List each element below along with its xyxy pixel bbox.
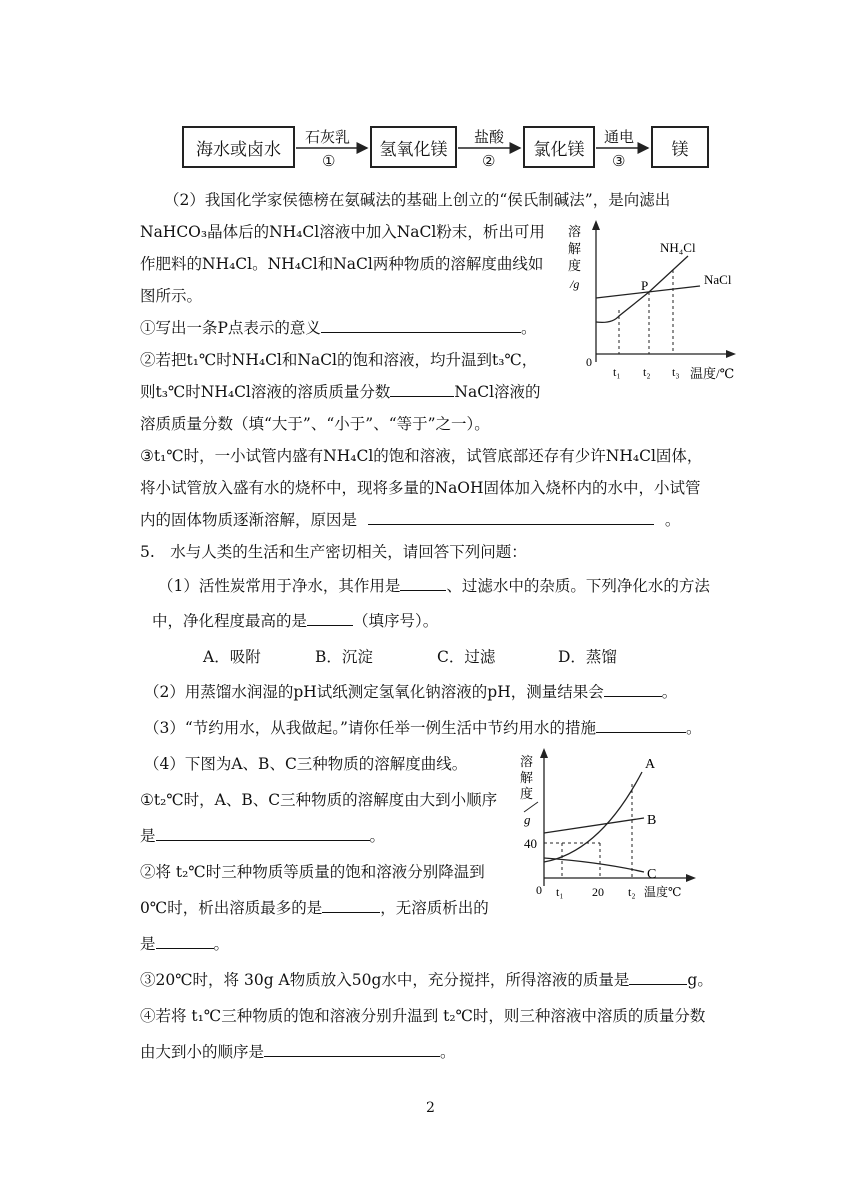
q5-p2-blank[interactable] [604,682,662,697]
q5-p1-text3: 中，净化程度最高的是 [152,612,308,630]
chart2-ytick-40: 40 [524,836,537,851]
chart1-ylabel-3: 度 [568,258,582,273]
q5-sub3-blank[interactable] [629,970,687,985]
arrow-reagent-3: 通电 [604,128,635,146]
flow-box-mg: 镁 [651,126,709,168]
chart2-ylabel-1: 溶 [520,754,534,769]
chart2-y-arrow [540,748,548,758]
chart1-origin: 0 [586,355,592,369]
q4-sub1-end: 。 [520,319,537,337]
q4-p2-line1: （2）我国化学家侯德榜在氨碱法的基础上创立的“侯氏制碱法”，是向滤出 [164,191,671,209]
q5-sub2-text3: 是 [140,935,156,953]
chart1-ylabel-4: /g [570,277,580,291]
q5-p2-end: 。 [661,683,678,701]
q4-sub1 [140,316,536,338]
q4-sub1-blank[interactable] [321,318,521,333]
q5-sub2-line3 [140,932,229,954]
q4-sub3-blank[interactable] [368,510,654,525]
q5-sub2-line2 [140,896,489,918]
arrow-step-3: ③ [612,152,626,170]
chart1-legend-nacl: NaCl [704,272,732,287]
chart1-tick-t3: t₃ [672,365,680,379]
q4-sub3-line1: ③t₁℃时，一小试管内盛有NH₄Cl的饱和溶液，试管底部还存有少许NH₄Cl固体， [140,447,703,465]
q4-p2-line3: 作肥料的NH₄Cl。NH₄Cl和NaCl两种物质的溶解度曲线如 [140,255,544,273]
q5-sub2-blank2[interactable] [156,934,214,949]
q5-p2-text: （2）用蒸馏水润湿的pH试纸测定氢氧化钠溶液的pH，测量结果会 [144,683,604,701]
chart2-ylabel-3: 度 [520,786,534,801]
q5-sub2-line1: ②将 t₂℃时三种物质等质量的饱和溶液分别降温到 [140,863,485,881]
chart2-ylabel-2: 解 [520,770,534,785]
q5-sub4-line1: ④若将 t₁℃三种物质的饱和溶液分别升温到 t₂℃时，则三种溶液中溶质的质量分数 [140,1007,706,1025]
chart2-ylabel-4: g [524,812,531,827]
q5-sub3-text: ③20℃时，将 30g A物质放入50g水中，充分搅拌，所得溶液的质量是 [140,971,630,989]
q4-sub3-line3 [140,508,680,530]
q4-sub2-line1: ②若把t₁℃时NH₄Cl和NaCl的饱和溶液，均升温到t₃℃， [140,351,538,369]
q5-sub2-end: 。 [213,935,230,953]
arrow-reagent-1: 石灰乳 [305,128,351,146]
q5-sub4-end: 。 [440,1043,456,1061]
solubility-chart-1 [560,212,760,392]
q5-sub4-blank[interactable] [264,1042,440,1057]
chart2-xlabel: 温度℃ [644,885,682,899]
q5-p1-text2: 、过滤水中的杂质。下列净化水的方法 [446,577,710,595]
q5-p1-line2 [152,609,438,631]
chart2-legend-b: B [647,813,657,828]
q5-sub4-line2 [140,1040,456,1062]
chart1-legend-nh4cl: NH₄Cl [660,240,696,255]
flow-arrows [0,0,860,200]
chart2-x-arrow [686,874,696,882]
q5-sub3 [140,968,713,990]
flow-box-seawater: 海水或卤水 [182,126,295,168]
page-number: 2 [426,1100,435,1116]
chart2-tick-t1: t₁ [556,885,564,899]
q4-p2-line4: 图所示。 [140,287,203,305]
q4-sub3-text: 内的固体物质逐渐溶解，原因是 [140,511,358,529]
arrow-step-2: ② [482,152,496,170]
q5-p2 [144,680,677,702]
q5-sub2-text2: ，无溶质析出的 [380,899,489,917]
q4-sub2-line3: 溶质质量分数（填“大于”、“小于”、“等于”之一）。 [140,415,490,433]
option-d[interactable]: D．蒸馏 [558,648,617,666]
q5-sub3-end: g。 [687,971,713,989]
option-a[interactable]: A．吸附 [203,648,261,666]
chart1-y-arrow [592,220,600,230]
option-b[interactable]: B．沉淀 [315,648,373,666]
arrow-reagent-2: 盐酸 [474,128,505,146]
q5-p1-text: （1）活性炭常用于净水，其作用是 [158,577,401,595]
q5-title: 5. 水与人类的生活和生产密切相关，请回答下列问题： [140,543,527,561]
q5-p4: （4）下图为A、B、C三种物质的溶解度曲线。 [144,755,468,773]
chart2-curve-a [544,772,642,862]
chart1-x-arrow [726,350,736,358]
chart1-ylabel-1: 溶 [568,224,582,239]
q5-p1-line1 [158,574,710,596]
chart1-ylabel-2: 解 [568,241,582,256]
q5-sub1-end: 。 [369,827,386,845]
chart2-legend-a: A [645,757,656,772]
chart2-origin: 0 [536,883,542,897]
chart2-ylabel-slash [524,802,538,812]
q4-p2-line2: NaHCO₃晶体后的NH₄Cl溶液中加入NaCl粉末，析出可用 [140,223,545,241]
flow-box-mg-chloride: 氯化镁 [523,126,595,168]
q5-p3-end: 。 [685,719,702,737]
q5-sub4-text: 由大到小的顺序是 [140,1043,265,1061]
q5-sub1-line2 [140,824,385,846]
chart2-curve-b [544,818,644,833]
q5-p3-blank[interactable] [596,718,686,733]
q5-sub1-line1: ①t₂℃时，A、B、C三种物质的溶解度由大到小顺序 [140,791,498,809]
chart1-point-label: P [641,278,649,293]
q4-sub2-text: 则t₃℃时NH₄Cl溶液的溶质质量分数 [140,383,391,401]
option-c[interactable]: C．过滤 [437,648,496,666]
chart1-xlabel: 温度/℃ [690,366,735,381]
chart1-tick-t1: t₁ [613,365,621,379]
chart2-legend-c: C [647,867,657,882]
q5-p1-text4: （填序号）。 [353,612,439,630]
chart2-tick-t2: t₂ [628,885,636,899]
chart2-curve-c [544,858,644,872]
q4-sub3-end: 。 [664,511,681,529]
chart2-tick-20: 20 [592,885,604,899]
arrow-step-1: ① [322,152,336,170]
solubility-chart-2 [510,744,710,904]
q4-sub2-blank[interactable] [390,382,454,397]
q4-sub2-text2: NaCl溶液的 [454,383,541,401]
q4-sub2-line2 [140,380,541,402]
q4-sub3-line2: 将小试管放入盛有水的烧杯中，现将多量的NaOH固体加入烧杯内的水中，小试管 [140,479,701,497]
q5-p3-text: （3）“节约用水，从我做起。”请你任举一例生活中节约用水的措施 [144,719,596,737]
q5-sub1-text: 是 [140,827,156,845]
q5-sub2-blank1[interactable] [322,898,380,913]
chart1-tick-t2: t₂ [643,365,651,379]
q5-p3 [144,716,701,738]
q5-p1-blank2[interactable] [307,611,353,626]
q5-p1-blank1[interactable] [400,576,446,591]
q5-sub1-blank[interactable] [156,826,370,841]
flow-box-mg-hydroxide: 氢氧化镁 [370,126,457,168]
q5-sub2-text: 0℃时，析出溶质最多的是 [140,899,323,917]
q4-sub1-text: ①写出一条P点表示的意义 [140,319,321,337]
